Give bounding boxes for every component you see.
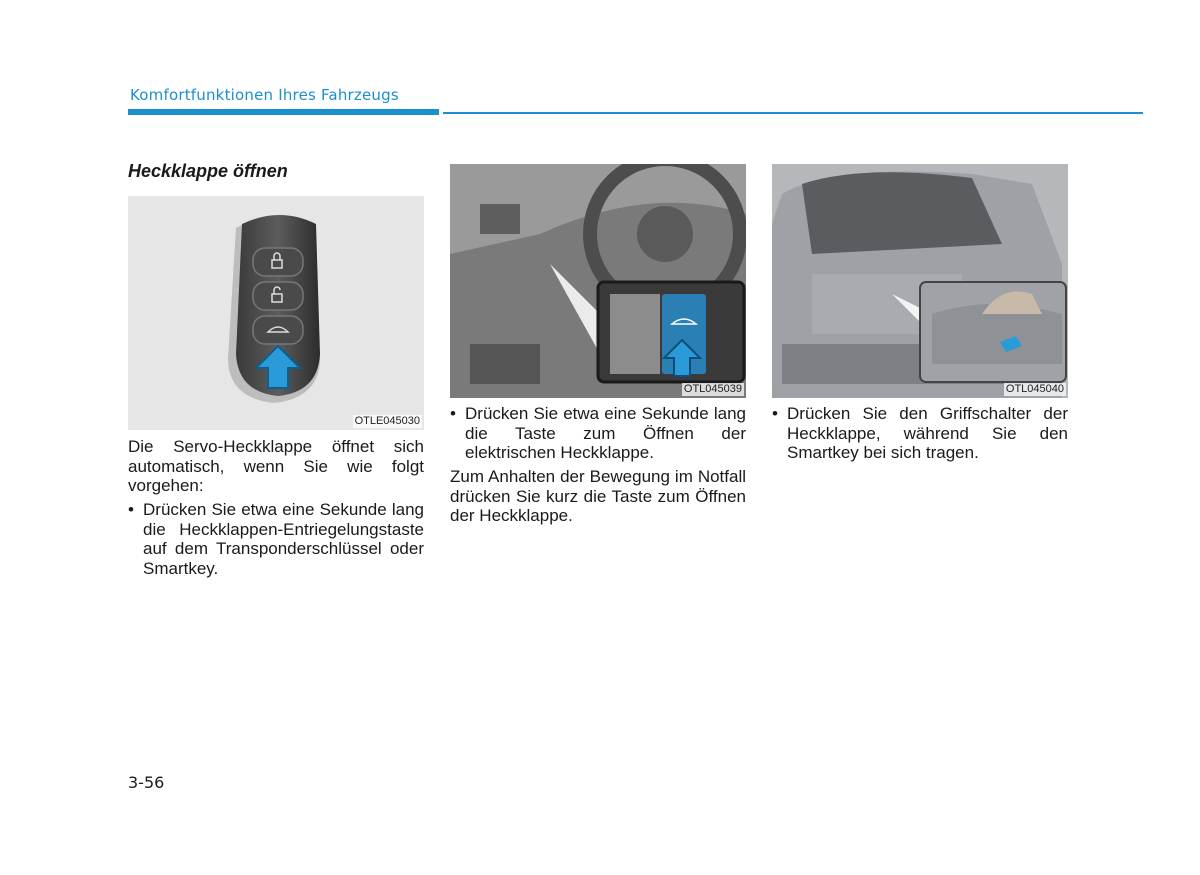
- bullet-symbol: •: [128, 500, 134, 519]
- column1-intro: Die Servo-Heckklappe öffnet sich automatisch, wenn Sie wie folgt vorgehen:: [128, 437, 424, 495]
- tailgate-handle-switch-illustration-icon: [772, 164, 1068, 398]
- column3-bullet-text: Drücken Sie den Griffschalter der Heckklappe, während Sie den Smartkey bei sich tragen.: [787, 404, 1068, 462]
- header-rule-thin: [443, 112, 1143, 114]
- smart-key-figure: [128, 196, 424, 430]
- column1-bullet-text: Drücken Sie etwa eine Sekunde lang die Heckklappen-Entriegelungstaste auf dem Transponderschlüssel oder Smartkey.: [143, 500, 424, 578]
- figure-caption: OTLE045030: [354, 415, 420, 427]
- figure-caption: OTL045040: [1005, 383, 1064, 395]
- bullet-symbol: •: [772, 404, 778, 423]
- page-number: 3-56: [128, 773, 165, 792]
- tailgate-handle-figure: [772, 164, 1068, 398]
- smart-key-illustration-icon: [128, 196, 424, 430]
- section-title: Heckklappe öffnen: [128, 161, 288, 181]
- header-rule-thick: [128, 109, 439, 115]
- column2-bullet-text: Drücken Sie etwa eine Sekunde lang die Taste zum Öffnen der elektrischen Heckklappe.: [465, 404, 746, 462]
- dashboard-button-figure: [450, 164, 746, 398]
- chapter-header-title: Komfortfunktionen Ihres Fahrzeugs: [130, 86, 399, 104]
- dashboard-tailgate-button-illustration-icon: [450, 164, 746, 398]
- bullet-symbol: •: [450, 404, 456, 423]
- figure-caption: OTL045039: [683, 383, 742, 395]
- column2-paragraph: Zum Anhalten der Bewegung im Notfall drücken Sie kurz die Taste zum Öffnen der Heckklappe.: [450, 467, 746, 525]
